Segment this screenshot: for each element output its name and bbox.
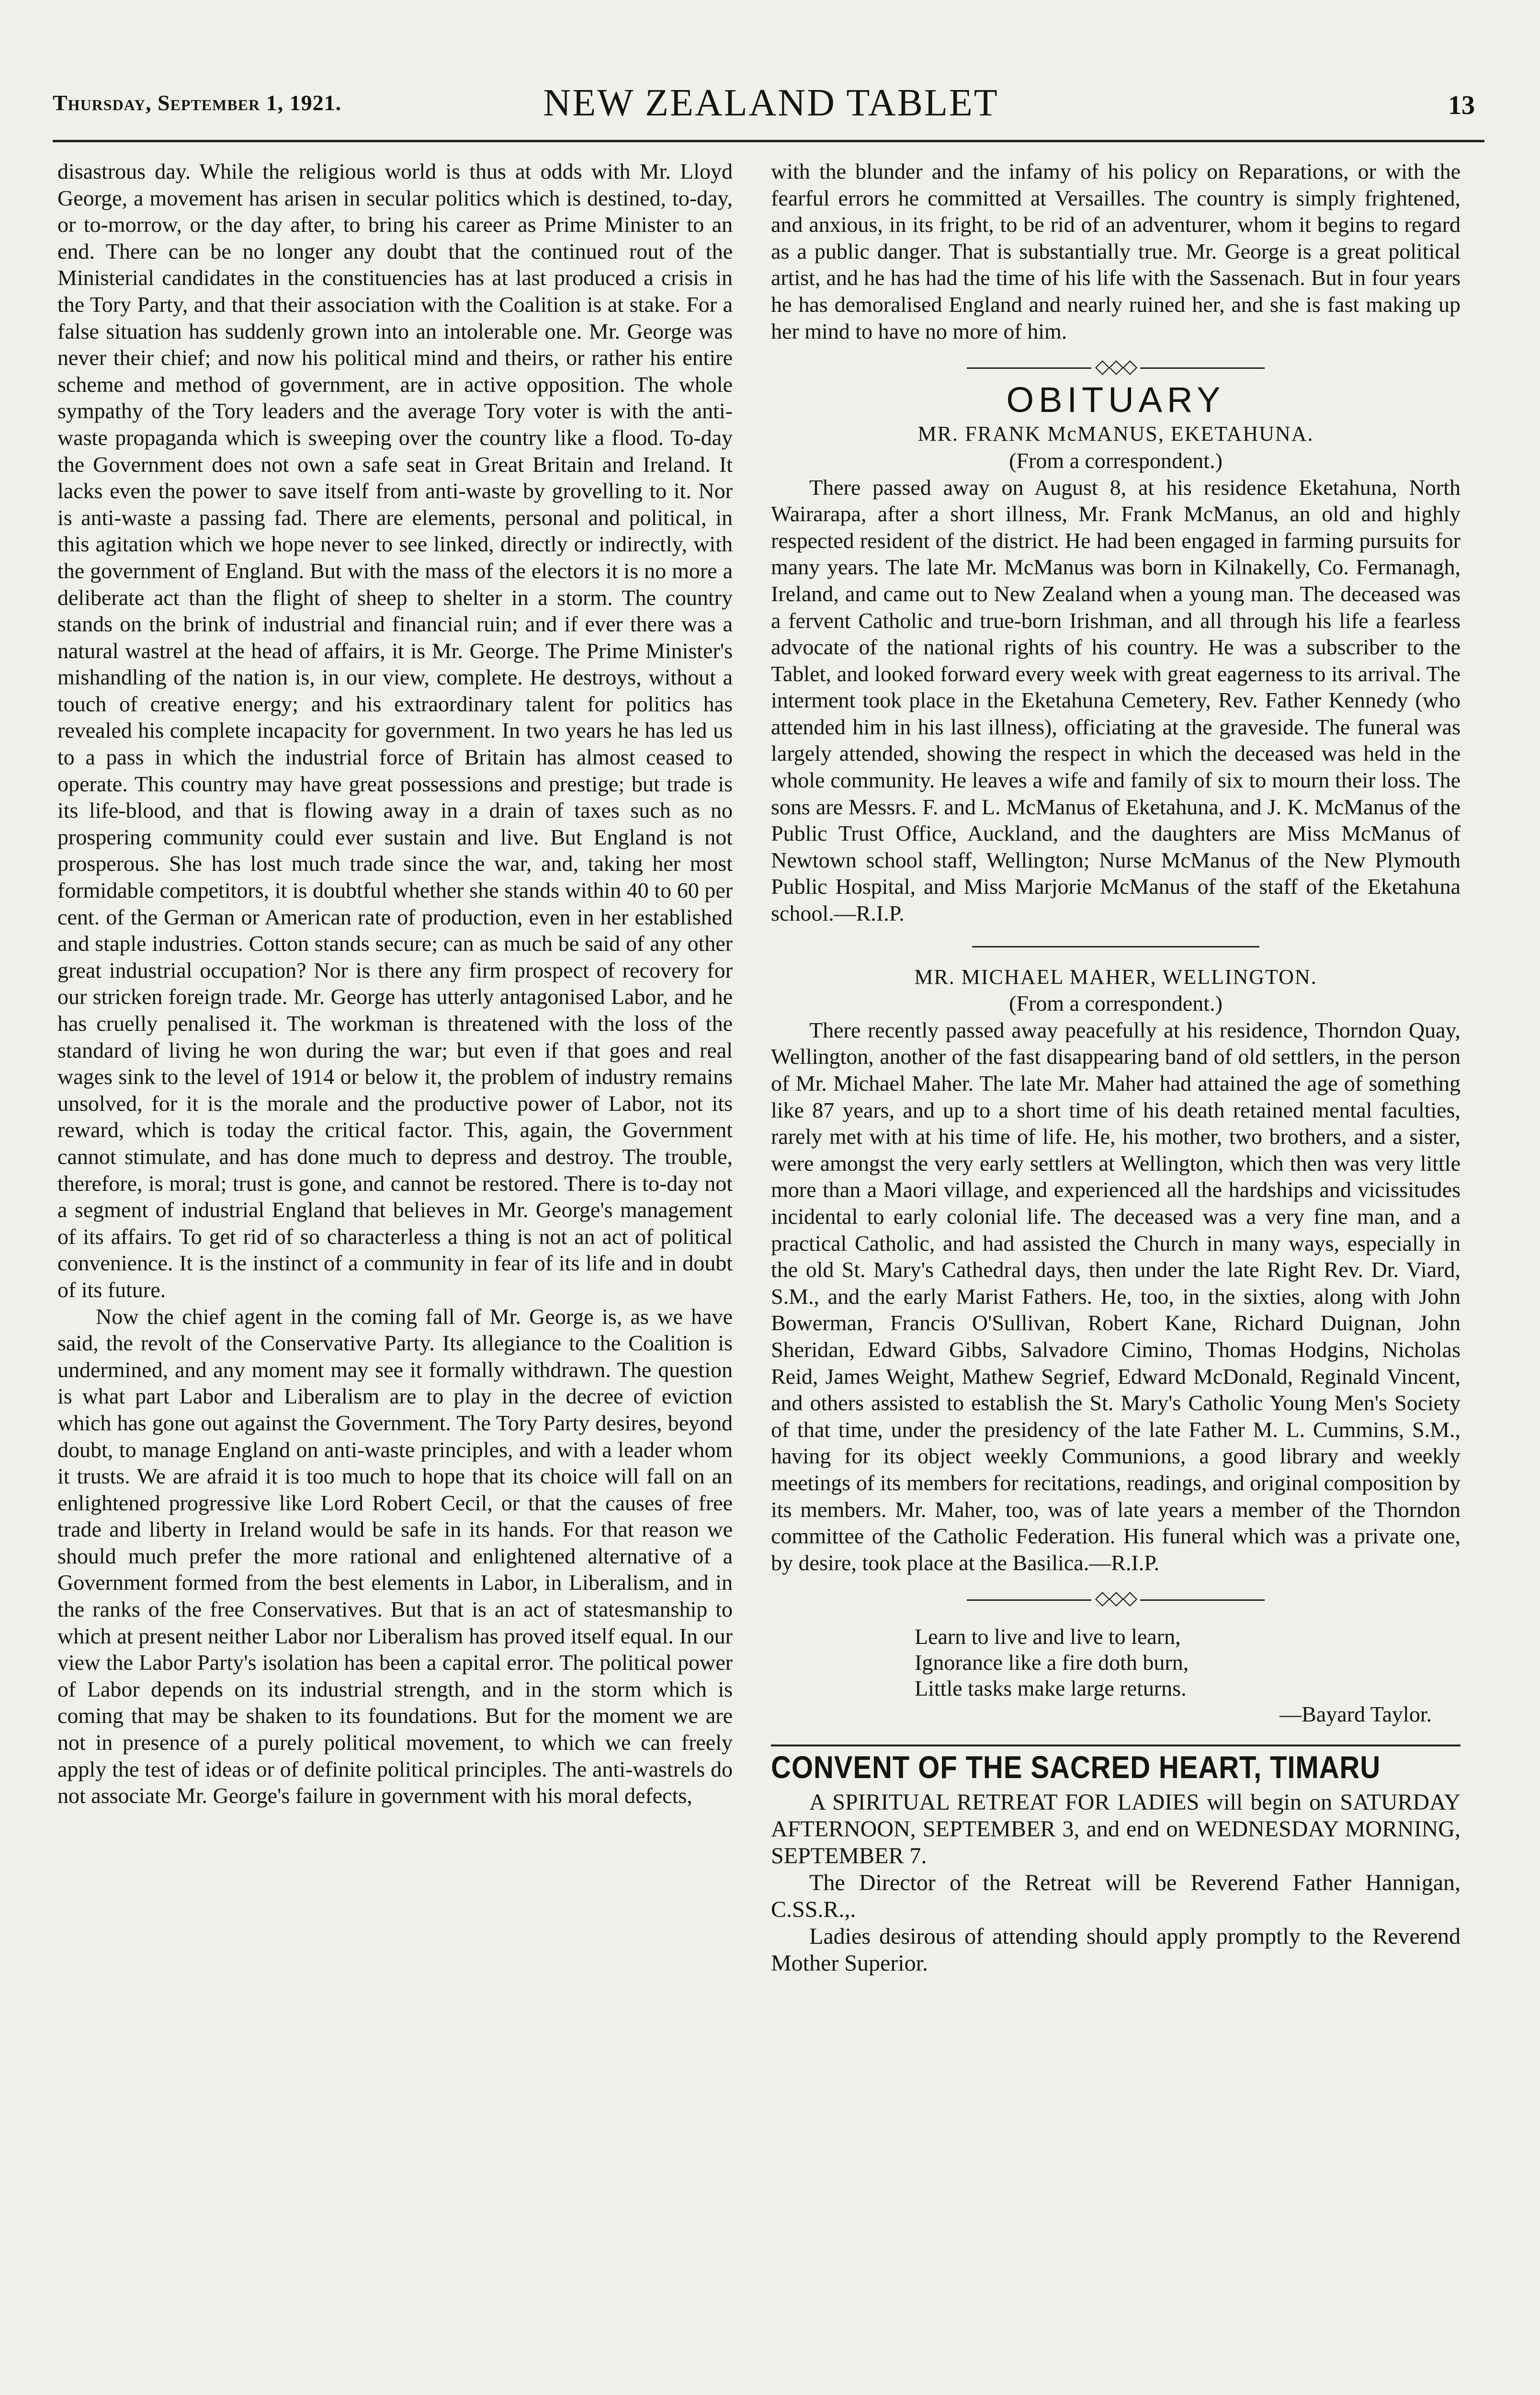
obituary-heading: MR. MICHAEL MAHER, WELLINGTON.: [914, 965, 1317, 989]
ornament-divider: ◇◇◇: [771, 1585, 1461, 1611]
notice-title: CONVENT OF THE SACRED HEART, TIMARU: [771, 1749, 1381, 1785]
page-number: 13: [1448, 91, 1475, 120]
obituary-source: (From a correspondent.): [1009, 991, 1223, 1016]
editorial-paragraph: Now the chief agent in the coming fall of Mr. George is, as we have said, the revolt of the Conservative Party. Its allegiance to the Coalition is undermined, and any moment may see it formally withdrawn. The question is what part Labor and Liberalism are to play in the decree of eviction which has gone out against the Government. The Tory Party desires, beyond doubt, to manage England on anti-waste principles, and with a leader whom it trusts. We are afraid it is too much to hope that its choice will fall on an enlightened progressive like Lord Robert Cecil, or that the causes of free trade and liberty in Ireland would be safe in its hands. For that reason we should much prefer the more rational and enlightened alternative of a Government formed from the best elements in Labor, in Liberalism, and in the ranks of the free Conservatives. But that is an act of statesmanship to which at present neither Labor nor Liberalism has proved itself equal. In our view the Labor Party's isolation has been a capital error. The political power of Labor depends on its industrial strength, and in the storm which is coming that may be shaken to its foundations. But for the moment we are not in presence of a purely political movement, to which we can freely apply the test of ideas or of definite political principles. The anti-wastrels do not associate Mr. George's failure in government with his moral defects,: [57, 1304, 733, 1808]
notice-paragraph: Ladies desirous of attending should apply promptly to the Reverend Mother Superior.: [771, 1924, 1461, 1976]
obituary-source: (From a correspondent.): [1009, 448, 1223, 473]
section-rule: [972, 946, 1259, 947]
obituary-text: There recently passed away peacefully at his residence, Thorndon Quay, Wellington, another of the fast disappearing band of old settlers, in the person of Mr. Michael Maher. The late Mr. Maher had attained the age of something like 87 years, and up to a short time of his death retained mental faculties, rarely met with at his time of life. He, his mother, two brothers, and a sister, were amongst the very early settlers at Wellington, which then was very little more than a Maori village, and experienced all the hardships and vicissitudes incidental to early colonial life. The deceased was a very fine man, and a practical Catholic, and had assisted the Church in many ways, especially in the old St. Mary's Cathedral days, then under the late Right Rev. Dr. Viard, S.M., and the early Marist Fathers. He, too, in the sixties, along with John Bowerman, Francis O'Sullivan, Robert Kane, Richard Duignan, John Sheridan, Edward Gibbs, Salvadore Cimino, Thomas Hodgins, Nicholas Reid, James Weight, Mathew Segrief, Edward McDonald, Reginald Vincent, and others assisted to establish the St. Mary's Catholic Young Men's Society of that time, under the presidency of the late Father M. L. Cummins, S.M., having for its object weekly Communions, a good library and weekly meetings of its members for recitations, readings, and original composition by its members. Mr. Maher, too, was of late years a member of the Thorndon committee of the Catholic Federation. His funeral which was a private one, by desire, took place at the Basilica.—R.I.P.: [771, 1017, 1461, 1575]
obituary-title: OBITUARY: [1006, 379, 1225, 420]
obituary-text: There passed away on August 8, at his residence Eketahuna, North Wairarapa, after a short illness, Mr. Frank McManus, an old and highly respected resident of the district. He had been engaged in farming pursuits for many years. The late Mr. McManus was born in Kilnakelly, Co. Fermanagh, Ireland, and came out to New Zealand when a young man. The deceased was a fervent Catholic and true-born Irishman, and all through his life a fearless advocate of the national rights of his country. He was a subscriber to the Tablet, and looked forward every week with great eagerness to its arrival. The interment took place in the Eketahuna Cemetery, Rev. Father Kennedy (who attended him in his last illness), officiating at the graveside. The funeral was largely attended, showing the respect in which the deceased was held in the whole community. He leaves a wife and family of six to mourn their loss. The sons are Messrs. F. and L. McManus of Eketahuna, and J. K. McManus of the Public Trust Office, Auckland, and the daughters are Miss McManus of Newtown school staff, Wellington; Nurse McManus of the New Plymouth Public Hospital, and Miss Marjorie McManus of the staff of the Eketahuna school.—R.I.P.: [771, 475, 1461, 926]
issue-date: Thursday, September 1, 1921.: [53, 91, 342, 115]
editorial-continuation: with the blunder and the infamy of his policy on Reparations, or with the fearful errors he committed at Versailles. The country is simply frightened, and anxious, in its fright, to be rid of an adventurer, whom it begins to regard as a public danger. That is substantially true. Mr. George is a great political artist, and he has had the time of his life with the Sassenach. But in four years he has demoralised England and nearly ruined her, and she is fast making up her mind to have no more of him.: [771, 159, 1461, 343]
poem-line: Learn to live and live to learn,: [915, 1624, 1181, 1649]
obituary-heading: MR. FRANK McMANUS, EKETAHUNA.: [917, 422, 1314, 446]
poem: [915, 1624, 1461, 1727]
poem-line: Ignorance like a fire doth burn,: [915, 1650, 1189, 1675]
editorial-paragraph: disastrous day. While the religious world is thus at odds with Mr. Lloyd George, a movement has arisen in secular politics which is destined, to-day, or to-morrow, or the day after, to bring his career as Prime Minister to an end. There can be no longer any doubt that the continued rout of the Ministerial candidates in the constituencies has at last produced a crisis in the Tory Party, and that their association with the Coalition is at stake. For a false situation has suddenly grown into an intolerable one. Mr. George was never their chief; and now his political mind and theirs, or rather his entire scheme and method of government, are in active opposition. The whole sympathy of the Tory leaders and the average Tory voter is with the anti-waste propaganda which is sweeping over the country like a flood. To-day the Government does not own a safe seat in Great Britain and Ireland. It lacks even the power to save itself from anti-waste by grovelling to it. Nor is anti-waste a passing fad. There are elements, personal and political, in this agitation which we hope never to see linked, directly or indirectly, with the government of England. But with the mass of the electors it is no more a deliberate act than the flight of sheep to shelter in a storm. The country stands on the brink of industrial and financial ruin; and if ever there was a natural wastrel at the head of affairs, it is Mr. George. The Prime Minister's mishandling of the nation is, in our view, complete. He destroys, without a touch of creative energy; and his extraordinary talent for politics has revealed his complete incapacity for government. In two years he has led us to a pass in which the industrial force of Britain has almost ceased to operate. This country may have great possessions and prestige; but trade is its life-blood, and that is flowing away in a drain of taxes such as no prospering community could ever sustain and live. But England is not prosperous. She has lost much trade since the war, and, taking her most formidable competitors, it is doubtful whether she stands within 40 to 60 per cent. of the German or American rate of production, even in her established and staple industries. Cotton stands secure; can as much be said of any other great industrial occupation? Nor is there any firm prospect of recovery for our stricken foreign trade. Mr. George has utterly antagonised Labor, and he has cruelly penalised it. The workman is threatened with the loss of the standard of living he won during the war; but even if that goes and real wages sink to the level of 1914 or below it, the problem of industry remains unsolved, for it is the morale and the productive power of Labor, not its reward, which is today the critical factor. This, again, the Government cannot stimulate, and has done much to depress and destroy. The trouble, therefore, is moral; trust is gone, and cannot be restored. There is to-day not a segment of industrial England that believes in Mr. George's management of its affairs. To get rid of so characterless a thing is not an act of political convenience. It is the instinct of a community in fear of its life and in doubt of its future.: [57, 159, 733, 1302]
page-header: [53, 81, 1489, 134]
poem-author: —Bayard Taylor.: [1280, 1701, 1432, 1726]
masthead-title: NEW ZEALAND TABLET: [543, 82, 999, 124]
header-rule: [53, 140, 1484, 142]
ornament-divider: ◇◇◇: [771, 353, 1461, 380]
right-column: [771, 158, 1461, 1977]
poem-line: Little tasks make large returns.: [915, 1676, 1187, 1700]
left-column: [57, 158, 733, 1809]
notice-paragraph: A SPIRITUAL RETREAT FOR LADIES will begin on SATURDAY AFTERNOON, SEPTEMBER 3, and end on WEDNESDAY MORNING, SEPTEMBER 7.: [771, 1790, 1461, 1869]
retreat-notice: [771, 1745, 1461, 1977]
notice-paragraph: The Director of the Retreat will be Reverend Father Hannigan, C.SS.R.,.: [771, 1870, 1461, 1923]
